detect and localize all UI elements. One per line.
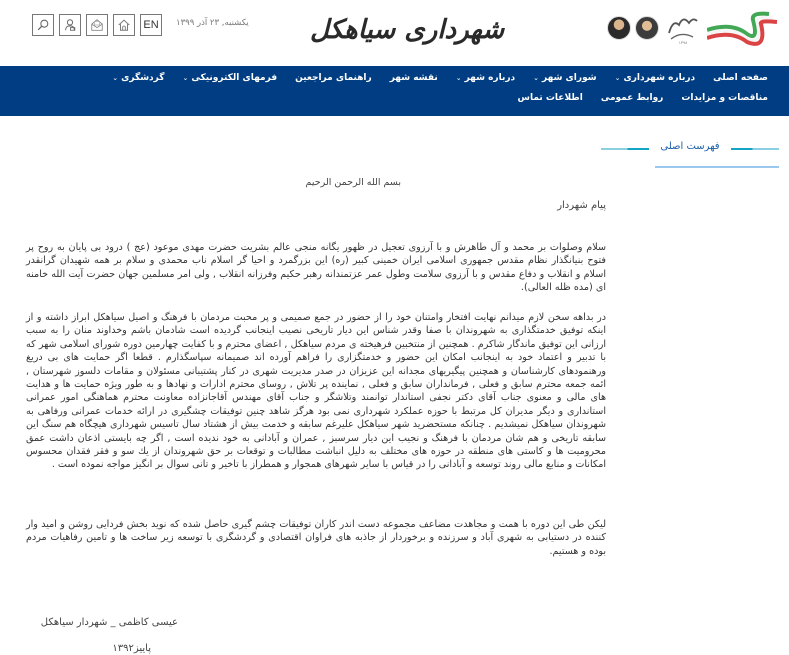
leaders-banner [607,8,777,48]
nav-label: اتاق شیشه ای [356,119,419,129]
nav-item-contact-info[interactable] [509,88,592,108]
leader-portrait-2 [635,16,659,40]
nav-item-home[interactable] [704,68,777,88]
sidebar-title: فهرست اصلی [660,141,720,152]
nav-label: روابط عمومی [600,93,664,103]
nav-label: درباره شهرداری [623,73,696,83]
current-date: یکشنبه, ۲۳ آذر ۱۳۹۹ [176,18,249,28]
signature-date: پاییز۱۳۹۲ [112,643,151,654]
home-button[interactable] [113,14,135,36]
chevron-down-icon: ⌄ [455,74,462,82]
nav-item-electronic-forms[interactable] [174,68,287,88]
nav-item-glass-room[interactable] [347,114,428,134]
main-navigation [0,66,789,129]
nav-label: شورای شهر [542,73,597,83]
sidebar-underline [655,166,779,168]
nav-item-tourism[interactable] [103,68,173,88]
mail-icon [90,18,104,32]
nav-label: درباره شهر [464,73,516,83]
logo-text: شهرداری سیاهکل [310,15,505,45]
nav-label: فرمهای الکترونیکی [191,73,278,83]
nav-item-tenders-auctions[interactable] [672,88,777,108]
header-toolbar [32,14,162,36]
nav-label: اطلاعات تماس [517,93,583,103]
nav-item-city-council[interactable] [524,68,605,88]
sidebar-main-menu-header [601,138,779,166]
year-slogan-calligraphy-icon [663,11,703,45]
svg-text:۱۳۹۸: ۱۳۹۸ [678,40,688,45]
chevron-down-icon: ⌄ [614,74,621,82]
site-header [0,0,789,66]
article-paragraph: در بداهه سخن لازم میدانم نهایت افتخار وامتنان خود را از حضور در جمع صمیمی و پر محبت مردمان با فرهنگ و اصیل سیاهکل ابراز داشته و از اینکه توفیق خدمتگذاری به شهروندان با صفا وقدر شناس این دیار تاریخی نصیب اینجانب گردیده است شادمان باشم وخداوند منان را به سبب ارزانی این توفیق ماندگار شاکرم . همچنین از منتخبین فرهیخته ی مردم سیاهکل , اعضای محترم و با کفایت چهارمین دوره شورای اسلامی شهر که با تدبیر و اعتماد خود به اینجانب امکان این حضور و خدمتگزاری را فراهم آورده اند صمیمانه سپاسگذارم . قطعا اگر حمایت های بی دریغ ورهنمودهای کارشناسان و همچنین پیگیریهای مجدانه این عزیزان در صدر مدیریت شهری در کنار پشتیبانی مسئولان و مقامات دلسوز شهرستان , ائمه جمعه محترم سابق و فعلی , فرمانداران سابق و فعلی , نماینده پر تلاش , روسای محترم ادارات و نهادها و به طور ویژه حمایت ها و هدایت های مالی و معنوی جناب آقای دکتر نجفی استاندار توانمند وتلاشگر و جناب آقای مهندس آقاجانزاده معاونت محترم هماهنگی امور عمرانی استانداری و دیگر مدیران کل مرتبط با حوزه عملکرد شهرداری نمی بود هرگز شاهد چنین توفیقات چشگیری در ارائه خدمات عمرانی ورفاهی به شهروندان سیاهکل نمیشدیم . چنانکه مستحضرید شهر سیاهکل علیرغم سابقه و خدمت بیش از هشتاد سال تاسیس شهرداری هیچگاه هم سنگ این سابقه تاریخی و هم شان مردمان با فرهنگ و نجیب این دیار سرسبز , عمران و آبادانی به خود ندیده است , اگر چه بایستی اذعان داشت عمق محرومیت ها و کاستی های منطقه در حوزه های مختلف به دلیل انباشت مطالبات و توقعات بر حق شهروندان از یك سو و فقر فقدان محسوس امکانات و منابع مالی روند توسعه و آبادانی را در قیاس با سایر شهرهای همجوار و همطراز با تاخیر و تانی سوال بر انگیز مواجه نموده است . [26,312,606,471]
language-toggle-en[interactable]: EN [140,14,162,36]
nav-item-city-map[interactable] [381,68,447,88]
page-title: پیام شهردار [557,200,606,211]
chevron-down-icon: ⌄ [112,74,119,82]
chevron-down-icon: ⌄ [533,74,540,82]
nav-item-about-city[interactable] [447,68,524,88]
site-logo[interactable] [310,4,508,56]
nav-row-primary [0,68,789,108]
nav-item-visitor-guide[interactable] [286,68,381,88]
search-button[interactable] [32,14,54,36]
nav-item-about-municipality[interactable] [606,68,705,88]
nav-label: صفحه اصلی [713,73,768,83]
mail-button[interactable] [86,14,108,36]
home-icon [117,18,131,32]
author-signature: عیسی کاظمی _ شهردار سیاهکل [40,617,178,628]
iran-flag-ribbon-icon [707,8,777,48]
leader-portrait-1 [607,16,631,40]
article-paragraph: سلام وصلوات بر محمد و آل طاهرش و با آرزوی تعجیل در ظهور یگانه منجی عالم بشریت حضرت مهدی موعود (عج ) درود بی پایان به روح پر فتوح بنیانگذار نظام مقدس جمهوری اسلامی ایران خمینی کبیر (ره) این بزرگمرد و احیا گر اسلام ناب محمدی و سلام بر همه شهیدان گرانقدر اسلام و انقلاب و دفاع مقدس و با آرزوی سلامت وطول عمر عزتمندانه رهبر حکیم وفرزانه انقلاب , ولی امر مسلمین جهان حضرت آیت الله خامنه ای (مده ظله العالی). [26,242,606,294]
nav-label: مناقصات و مزایدات [681,93,768,103]
user-login-icon [63,18,77,32]
bismillah-heading: بسم الله الرحمن الرحیم [305,177,401,188]
chevron-down-icon: ⌄ [182,74,189,82]
search-icon [36,18,50,32]
article-paragraph: لیکن طی این دوره با همت و مجاهدت مضاعف مجموعه دست اندر کاران توفیقات چشم گیری حاصل شده که نوید بخش فردایی روشن و امید وار کننده در دستیابی به شهری آباد و سرزنده و برخوردار از جاذبه های فراوان اقتصادی و گردشگری با توسعه زیر ساخت ها و تامین رفاهیات مردم بوده و هستیم. [26,519,606,557]
nav-row-secondary [0,114,789,134]
nav-item-public-relations[interactable] [592,88,673,108]
nav-label: گردشگری [121,73,165,83]
nav-label: نقشه شهر [389,73,438,83]
nav-label: راهنمای مراجعین [295,73,372,83]
user-login-button[interactable] [59,14,81,36]
